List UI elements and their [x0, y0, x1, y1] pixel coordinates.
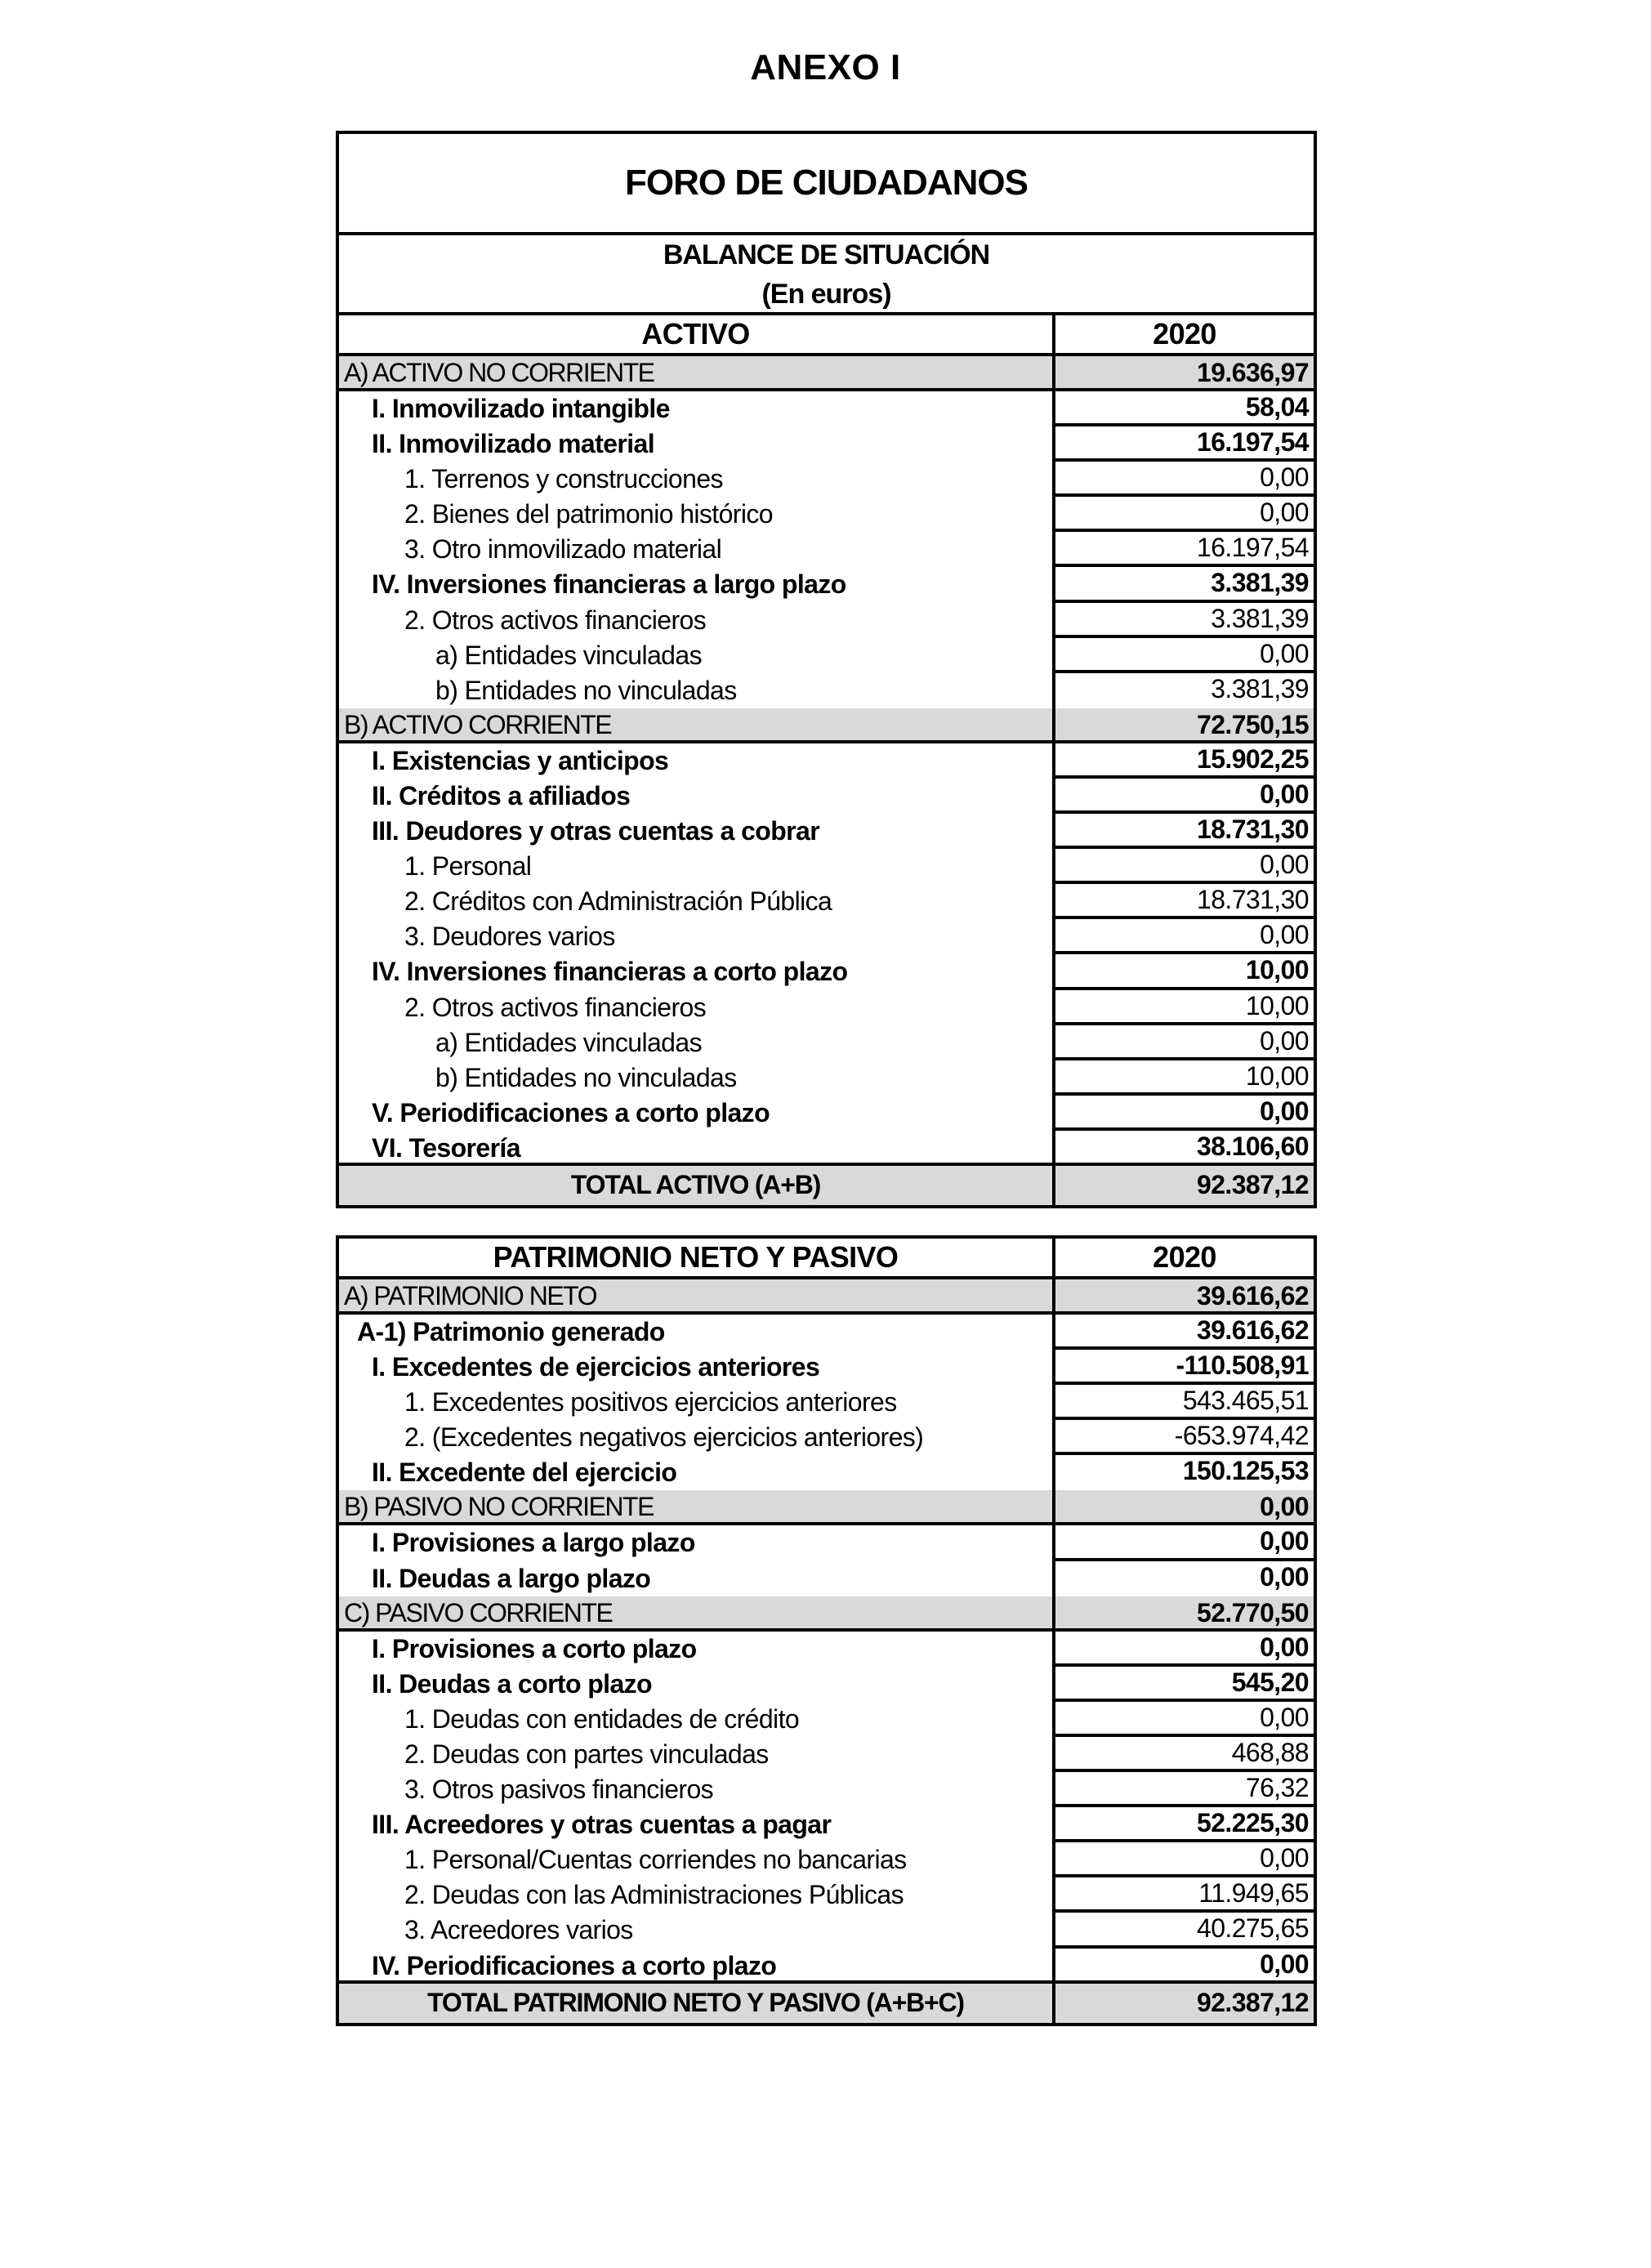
section-row [339, 1279, 1314, 1315]
table-row [339, 1561, 1314, 1596]
organization-name: FORO DE CIUDADANOS [339, 134, 1314, 235]
currency-note: (En euros) [761, 279, 891, 310]
row-value: 10,00 [1055, 954, 1314, 989]
row-value: 10,00 [1055, 990, 1314, 1025]
section-row [339, 708, 1314, 743]
balance-activo-table [336, 131, 1317, 1208]
section-row [339, 356, 1314, 391]
row-label: II. Deudas a largo plazo [339, 1561, 1055, 1596]
row-value: 0,00 [1260, 1561, 1309, 1592]
row-label: A) ACTIVO NO CORRIENTE [339, 356, 1055, 388]
table-row [339, 884, 1314, 919]
row-value: 3.381,39 [1055, 603, 1314, 638]
row-value: 15.902,25 [1055, 743, 1314, 779]
row-label: II. Excedente del ejercicio [339, 1455, 1055, 1490]
row-value: 58,04 [1055, 391, 1314, 426]
row-value: 18.731,30 [1055, 884, 1314, 919]
row-label: a) Entidades vinculadas [339, 638, 1055, 673]
row-value: 0,00 [1055, 779, 1314, 814]
table-row [339, 1315, 1314, 1350]
row-label: A-1) Patrimonio generado [339, 1315, 1055, 1350]
total-row [339, 1984, 1314, 2023]
row-value: 543.465,51 [1055, 1385, 1314, 1420]
row-value: 16.197,54 [1055, 532, 1314, 567]
table-row [339, 1131, 1314, 1166]
row-label: 3. Otros pasivos financieros [339, 1772, 1055, 1807]
row-label: 2. Deudas con las Administraciones Públicas [339, 1877, 1055, 1913]
row-value: 0,00 [1055, 1025, 1314, 1060]
table-row [339, 1350, 1314, 1385]
row-value: 16.197,54 [1055, 426, 1314, 462]
table-header [339, 1239, 1314, 1279]
row-value: 0,00 [1055, 1096, 1314, 1131]
total-value: 92.387,12 [1197, 1987, 1309, 2017]
table-row [339, 1913, 1314, 1948]
row-value: 10,00 [1055, 1060, 1314, 1096]
row-label: 3. Acreedores varios [339, 1913, 1055, 1948]
row-value: 52.225,30 [1055, 1807, 1314, 1842]
activo-rows [339, 356, 1314, 1166]
row-value: 38.106,60 [1197, 1131, 1309, 1161]
row-value: 0,00 [1055, 1702, 1314, 1737]
pasivo-rows [339, 1279, 1314, 1984]
row-label: 1. Personal [339, 849, 1055, 884]
row-label: A) PATRIMONIO NETO [339, 1279, 1055, 1311]
page-title: ANEXO I [750, 47, 901, 87]
table-row [339, 1667, 1314, 1702]
table-row [339, 603, 1314, 638]
row-value: 11.949,65 [1055, 1877, 1314, 1913]
table-row [339, 1632, 1314, 1667]
total-row [339, 1166, 1314, 1205]
total-label: TOTAL ACTIVO (A+B) [339, 1166, 1055, 1205]
row-value: 0,00 [1055, 1632, 1314, 1667]
report-heading [339, 235, 1314, 315]
row-value: 0,00 [1260, 1949, 1309, 1979]
table-row [339, 462, 1314, 497]
row-value: 0,00 [1055, 638, 1314, 673]
row-label: II. Inmovilizado material [339, 426, 1055, 462]
table-header [339, 315, 1314, 356]
row-value: 0,00 [1055, 462, 1314, 497]
row-label: 2. Créditos con Administración Pública [339, 884, 1055, 919]
table-row [339, 638, 1314, 673]
table-row [339, 1772, 1314, 1807]
row-value: 3.381,39 [1211, 673, 1309, 703]
row-label: V. Periodificaciones a corto plazo [339, 1096, 1055, 1131]
row-label: I. Provisiones a largo plazo [339, 1525, 1055, 1560]
row-label: b) Entidades no vinculadas [339, 1060, 1055, 1096]
row-label: 2. Otros activos financieros [339, 990, 1055, 1025]
row-value: 39.616,62 [1055, 1315, 1314, 1350]
row-label: 3. Otro inmovilizado material [339, 532, 1055, 567]
table-row [339, 954, 1314, 989]
table-row [339, 567, 1314, 602]
table-row [339, 532, 1314, 567]
row-label: 1. Excedentes positivos ejercicios anteriores [339, 1385, 1055, 1420]
column-header-concept: PATRIMONIO NETO Y PASIVO [339, 1239, 1055, 1276]
total-label: TOTAL PATRIMONIO NETO Y PASIVO (A+B+C) [339, 1984, 1055, 2023]
row-value: 0,00 [1055, 497, 1314, 532]
row-value: 0,00 [1260, 1492, 1309, 1522]
row-value: 18.731,30 [1055, 814, 1314, 849]
row-value: 19.636,97 [1197, 358, 1309, 387]
table-row [339, 1455, 1314, 1490]
row-label: IV. Periodificaciones a corto plazo [339, 1949, 1055, 1980]
row-value: 3.381,39 [1055, 567, 1314, 602]
row-label: III. Acreedores y otras cuentas a pagar [339, 1807, 1055, 1842]
row-label: VI. Tesorería [339, 1131, 1055, 1163]
table-row [339, 743, 1314, 779]
table-row [339, 1385, 1314, 1420]
row-label: a) Entidades vinculadas [339, 1025, 1055, 1060]
row-label: IV. Inversiones financieras a corto plazo [339, 954, 1055, 989]
table-row [339, 1949, 1314, 1984]
balance-pasivo-table [336, 1235, 1317, 2026]
row-value: 40.275,65 [1055, 1913, 1314, 1948]
row-label: B) ACTIVO CORRIENTE [339, 708, 1055, 740]
table-row [339, 1842, 1314, 1877]
row-value: 39.616,62 [1197, 1281, 1309, 1310]
table-row [339, 391, 1314, 426]
table-row [339, 814, 1314, 849]
row-value: -110.508,91 [1055, 1350, 1314, 1385]
row-label: I. Excedentes de ejercicios anteriores [339, 1350, 1055, 1385]
table-row [339, 426, 1314, 462]
row-value: 150.125,53 [1182, 1456, 1309, 1486]
row-label: III. Deudores y otras cuentas a cobrar [339, 814, 1055, 849]
row-label: 1. Terrenos y construcciones [339, 462, 1055, 497]
row-value: 0,00 [1055, 919, 1314, 954]
row-label: 2. (Excedentes negativos ejercicios anteriores) [339, 1420, 1055, 1455]
table-row [339, 1807, 1314, 1842]
row-value: 72.750,15 [1197, 709, 1309, 739]
row-label: b) Entidades no vinculadas [339, 673, 1055, 708]
row-value: 0,00 [1055, 849, 1314, 884]
table-row [339, 1060, 1314, 1096]
table-row [339, 849, 1314, 884]
row-label: IV. Inversiones financieras a largo plazo [339, 567, 1055, 602]
row-label: I. Inmovilizado intangible [339, 391, 1055, 426]
table-row [339, 990, 1314, 1025]
row-label: 2. Deudas con partes vinculadas [339, 1737, 1055, 1772]
table-row [339, 779, 1314, 814]
column-header-year: 2020 [1153, 1240, 1216, 1274]
column-header-concept: ACTIVO [339, 315, 1055, 353]
row-value: 0,00 [1055, 1525, 1314, 1560]
row-label: II. Deudas a corto plazo [339, 1667, 1055, 1702]
row-value: 468,88 [1055, 1737, 1314, 1772]
row-value: 545,20 [1055, 1667, 1314, 1702]
row-label: C) PASIVO CORRIENTE [339, 1596, 1055, 1628]
row-label: 1. Deudas con entidades de crédito [339, 1702, 1055, 1737]
row-label: 2. Bienes del patrimonio histórico [339, 497, 1055, 532]
table-row [339, 497, 1314, 532]
row-label: 3. Deudores varios [339, 919, 1055, 954]
row-value: 52.770,50 [1197, 1597, 1309, 1627]
total-value: 92.387,12 [1197, 1169, 1309, 1199]
table-row [339, 1096, 1314, 1131]
table-row [339, 1737, 1314, 1772]
table-row [339, 919, 1314, 954]
row-label: II. Créditos a afiliados [339, 779, 1055, 814]
table-row [339, 1420, 1314, 1455]
row-label: I. Provisiones a corto plazo [339, 1632, 1055, 1667]
section-row [339, 1490, 1314, 1525]
table-row [339, 1525, 1314, 1560]
row-label: B) PASIVO NO CORRIENTE [339, 1490, 1055, 1522]
row-value: 76,32 [1055, 1772, 1314, 1807]
table-row [339, 1877, 1314, 1913]
column-header-year: 2020 [1153, 317, 1216, 350]
row-label: 2. Otros activos financieros [339, 603, 1055, 638]
row-value: 0,00 [1055, 1842, 1314, 1877]
report-title: BALANCE DE SITUACIÓN [663, 239, 990, 270]
section-row [339, 1596, 1314, 1632]
row-value: -653.974,42 [1055, 1420, 1314, 1455]
table-row [339, 673, 1314, 708]
row-label: 1. Personal/Cuentas corriendes no bancarias [339, 1842, 1055, 1877]
table-row [339, 1702, 1314, 1737]
row-label: I. Existencias y anticipos [339, 743, 1055, 779]
table-row [339, 1025, 1314, 1060]
